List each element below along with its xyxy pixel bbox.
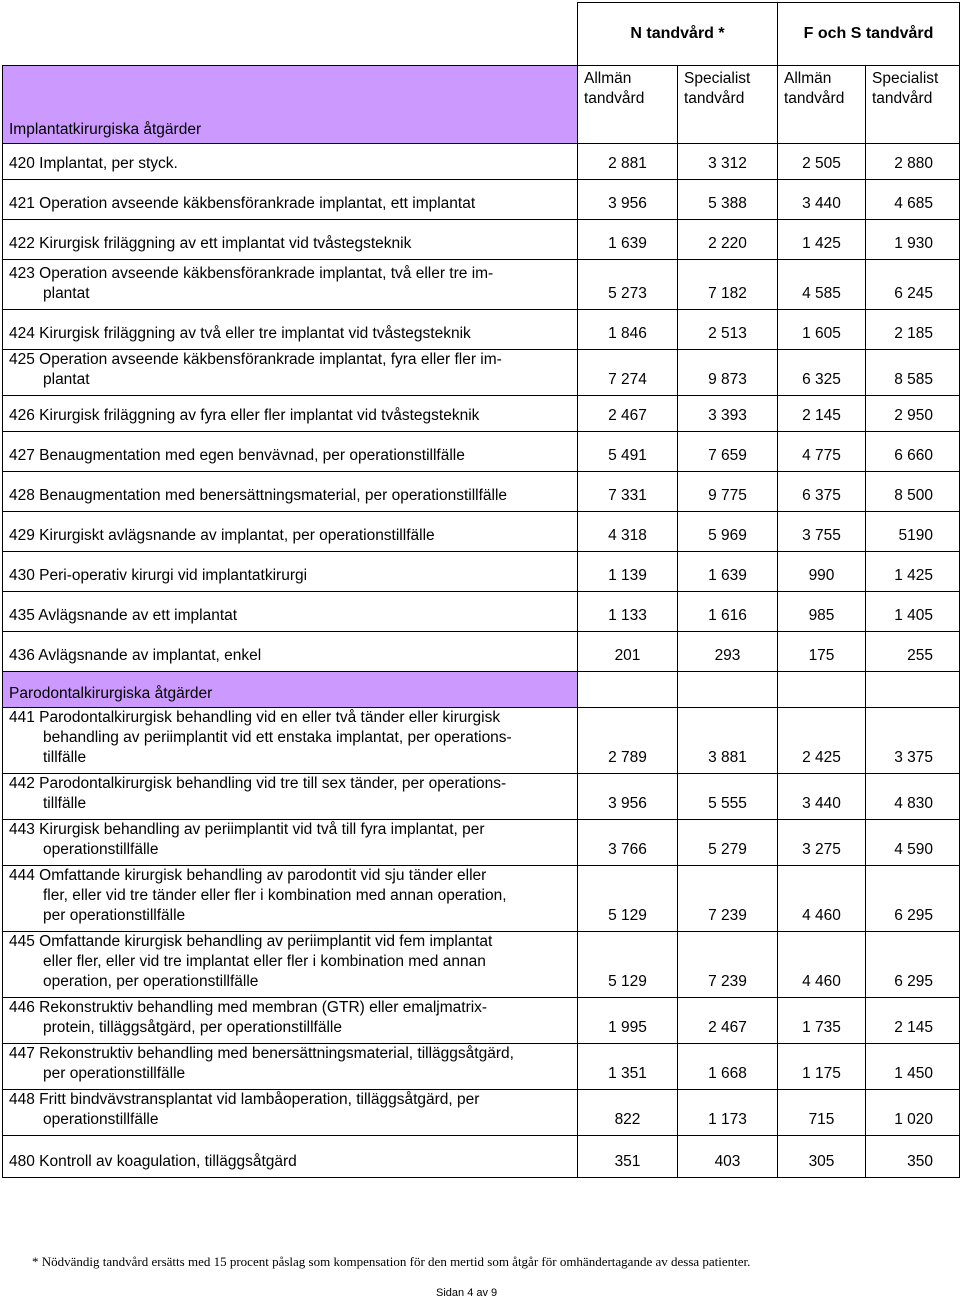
procedure-description	[3, 632, 578, 672]
table-row	[3, 1044, 960, 1090]
price-n-specialist: 5 279	[678, 820, 778, 866]
table-row	[3, 220, 960, 260]
price-fs-general: 1 605	[778, 310, 866, 350]
price-fs-general: 4 460	[778, 932, 866, 998]
price-fs-general: 6 325	[778, 350, 866, 396]
price-n-specialist: 7 239	[678, 932, 778, 998]
description-line: 435 Avlägsnande av ett implantat	[9, 607, 238, 624]
description-line: 427 Benaugmentation med egen benvävnad, per operationstillfälle	[9, 447, 465, 464]
price-fs-general: 3 275	[778, 820, 866, 866]
table-row	[3, 260, 960, 310]
description-line: 429 Kirurgiskt avlägsnande av implantat, per operationstillfälle	[9, 527, 435, 544]
price-n-specialist: 3 312	[678, 144, 778, 180]
procedure-description	[3, 820, 578, 866]
group-header-row	[3, 3, 960, 66]
procedure-description	[3, 866, 578, 932]
price-fs-general: 2 425	[778, 708, 866, 774]
price-fs-specialist: 6 295	[866, 932, 960, 998]
procedure-description	[3, 998, 578, 1044]
price-n-specialist: 9 873	[678, 350, 778, 396]
procedure-description	[3, 552, 578, 592]
description-line: 425 Operation avseende käkbensförankrade implantat, fyra eller fler im-	[9, 351, 502, 368]
procedure-description	[3, 932, 578, 998]
price-n-specialist: 7 239	[678, 866, 778, 932]
price-fs-general: 3 755	[778, 512, 866, 552]
table-row	[3, 1136, 960, 1178]
price-fs-specialist: 6 295	[866, 866, 960, 932]
group-header-n: N tandvård *	[578, 3, 778, 66]
procedure-description	[3, 592, 578, 632]
price-n-general: 2 881	[578, 144, 678, 180]
procedure-description	[3, 1044, 578, 1090]
table-row	[3, 932, 960, 998]
price-fs-general: 305	[778, 1136, 866, 1178]
description-line: operation, per operationstillfälle	[43, 973, 259, 990]
table-row	[3, 144, 960, 180]
procedure-description	[3, 144, 578, 180]
price-n-specialist: 1 668	[678, 1044, 778, 1090]
price-fs-general: 1 175	[778, 1044, 866, 1090]
description-line: 446 Rekonstruktiv behandling med membran (GTR) eller emaljmatrix-	[9, 999, 488, 1016]
procedure-description	[3, 774, 578, 820]
section-header-perio: Parodontalkirurgiska åtgärder	[3, 672, 578, 708]
description-line: 430 Peri-operativ kirurgi vid implantatkirurgi	[9, 567, 308, 584]
sub-header-fs-specialist: Specialist tandvård	[866, 66, 960, 144]
price-fs-specialist: 1 450	[866, 1044, 960, 1090]
price-fs-specialist: 3 375	[866, 708, 960, 774]
description-line: plantat	[43, 285, 90, 302]
price-n-specialist: 1 616	[678, 592, 778, 632]
price-fs-specialist: 1 405	[866, 592, 960, 632]
description-line: 421 Operation avseende käkbensförankrade implantat, ett implantat	[9, 195, 476, 212]
price-n-specialist: 5 555	[678, 774, 778, 820]
price-n-general: 201	[578, 632, 678, 672]
price-n-specialist: 9 775	[678, 472, 778, 512]
section-header-implant: Implantatkirurgiska åtgärder	[3, 66, 578, 144]
price-n-general: 3 956	[578, 774, 678, 820]
description-line: 424 Kirurgisk friläggning av två eller tre implantat vid tvåstegsteknik	[9, 325, 471, 342]
price-fs-specialist: 1 930	[866, 220, 960, 260]
price-fs-specialist: 4 590	[866, 820, 960, 866]
price-fs-general: 175	[778, 632, 866, 672]
procedure-description	[3, 310, 578, 350]
price-fs-specialist: 2 950	[866, 396, 960, 432]
sub-header-row	[3, 66, 960, 144]
sub-header-n-specialist: Specialist tandvård	[678, 66, 778, 144]
description-line: tillfälle	[43, 795, 87, 812]
price-fs-specialist: 350	[866, 1136, 960, 1178]
price-n-specialist: 7 182	[678, 260, 778, 310]
price-fs-specialist: 4 830	[866, 774, 960, 820]
description-line: fler, eller vid tre tänder eller fler i kombination med annan operation,	[43, 887, 507, 904]
price-n-general: 3 956	[578, 180, 678, 220]
table-row	[3, 998, 960, 1044]
price-fs-specialist: 5190	[866, 512, 960, 552]
description-line: 422 Kirurgisk friläggning av ett implantat vid tvåstegsteknik	[9, 235, 412, 252]
price-n-general: 7 274	[578, 350, 678, 396]
table-row	[3, 774, 960, 820]
table-row	[3, 350, 960, 396]
procedure-description	[3, 1090, 578, 1136]
price-n-general: 5 273	[578, 260, 678, 310]
price-n-specialist: 3 393	[678, 396, 778, 432]
price-fs-specialist: 2 880	[866, 144, 960, 180]
price-n-general: 5 129	[578, 932, 678, 998]
price-n-specialist: 403	[678, 1136, 778, 1178]
price-n-specialist: 2 220	[678, 220, 778, 260]
description-line: 423 Operation avseende käkbensförankrade implantat, två eller tre im-	[9, 265, 494, 282]
price-n-general: 1 139	[578, 552, 678, 592]
description-line: 441 Parodontalkirurgisk behandling vid en eller två tänder eller kirurgisk	[9, 709, 501, 726]
procedure-description	[3, 432, 578, 472]
price-n-general: 4 318	[578, 512, 678, 552]
sub-header-n-general: Allmän tandvård	[578, 66, 678, 144]
description-line: 436 Avlägsnande av implantat, enkel	[9, 647, 262, 664]
description-line: 420 Implantat, per styck.	[9, 155, 178, 172]
description-line: behandling av periimplantit vid ett enstaka implantat, per operations-	[43, 729, 512, 746]
price-n-specialist: 2 467	[678, 998, 778, 1044]
price-n-general: 2 789	[578, 708, 678, 774]
procedure-description	[3, 396, 578, 432]
price-n-general: 1 133	[578, 592, 678, 632]
procedure-description	[3, 350, 578, 396]
description-line: 480 Kontroll av koagulation, tilläggsåtgärd	[9, 1153, 297, 1170]
price-n-specialist: 3 881	[678, 708, 778, 774]
price-fs-general: 4 775	[778, 432, 866, 472]
table-row	[3, 820, 960, 866]
price-fs-general: 3 440	[778, 774, 866, 820]
procedure-description	[3, 260, 578, 310]
price-fs-general: 2 505	[778, 144, 866, 180]
page-number: Sidan 4 av 9	[436, 1287, 498, 1299]
price-n-general: 2 467	[578, 396, 678, 432]
price-n-general: 1 995	[578, 998, 678, 1044]
price-fs-specialist: 2 145	[866, 998, 960, 1044]
price-fs-general: 1 735	[778, 998, 866, 1044]
price-fs-general: 990	[778, 552, 866, 592]
price-fs-specialist: 255	[866, 632, 960, 672]
price-n-specialist: 5 969	[678, 512, 778, 552]
table-row	[3, 1090, 960, 1136]
price-n-general: 1 846	[578, 310, 678, 350]
table-row	[3, 180, 960, 220]
procedure-description	[3, 512, 578, 552]
footnote: * Nödvändig tandvård ersätts med 15 procent påslag som kompensation för den mertid som åtgår för omhändertagande av dessa patienter.	[32, 1254, 751, 1269]
table-row	[3, 512, 960, 552]
price-fs-general: 1 425	[778, 220, 866, 260]
description-line: 448 Fritt bindvävstransplantat vid lambåoperation, tilläggsåtgärd, per	[9, 1091, 480, 1108]
price-fs-general: 4 585	[778, 260, 866, 310]
price-fs-specialist: 2 185	[866, 310, 960, 350]
table-row	[3, 708, 960, 774]
sub-header-fs-general: Allmän tandvård	[778, 66, 866, 144]
price-fs-general: 6 375	[778, 472, 866, 512]
section-row	[3, 672, 960, 708]
table-row	[3, 432, 960, 472]
price-n-specialist: 1 173	[678, 1090, 778, 1136]
price-n-general: 1 351	[578, 1044, 678, 1090]
price-table	[2, 2, 959, 1178]
procedure-description	[3, 1136, 578, 1178]
price-n-general: 5 129	[578, 866, 678, 932]
price-fs-general: 715	[778, 1090, 866, 1136]
description-line: protein, tilläggsåtgärd, per operationstillfälle	[43, 1019, 342, 1036]
description-line: eller fler, eller vid tre implantat eller fler i kombination med annan	[43, 953, 486, 970]
price-n-general: 351	[578, 1136, 678, 1178]
table-row	[3, 396, 960, 432]
price-fs-general: 2 145	[778, 396, 866, 432]
description-line: 442 Parodontalkirurgisk behandling vid tre till sex tänder, per operations-	[9, 775, 507, 792]
price-fs-general: 985	[778, 592, 866, 632]
price-fs-specialist: 8 585	[866, 350, 960, 396]
description-line: per operationstillfälle	[43, 907, 186, 924]
description-line: tillfälle	[43, 749, 87, 766]
description-line: operationstillfälle	[43, 841, 159, 858]
price-fs-specialist: 6 245	[866, 260, 960, 310]
group-header-fs: F och S tandvård	[778, 3, 960, 66]
price-fs-specialist: 1 425	[866, 552, 960, 592]
table-row	[3, 592, 960, 632]
table-row	[3, 632, 960, 672]
description-line: 445 Omfattande kirurgisk behandling av periimplantit vid fem implantat	[9, 933, 493, 950]
price-n-specialist: 1 639	[678, 552, 778, 592]
description-line: 444 Omfattande kirurgisk behandling av parodontit vid sju tänder eller	[9, 867, 487, 884]
price-fs-specialist: 1 020	[866, 1090, 960, 1136]
description-line: 447 Rekonstruktiv behandling med benersättningsmaterial, tilläggsåtgärd,	[9, 1045, 514, 1062]
description-line: 443 Kirurgisk behandling av periimplantit vid två till fyra implantat, per	[9, 821, 485, 838]
price-fs-specialist: 8 500	[866, 472, 960, 512]
description-line: 428 Benaugmentation med benersättningsmaterial, per operationstillfälle	[9, 487, 508, 504]
price-fs-specialist: 4 685	[866, 180, 960, 220]
table-row	[3, 552, 960, 592]
table-row	[3, 472, 960, 512]
price-n-general: 5 491	[578, 432, 678, 472]
price-n-specialist: 293	[678, 632, 778, 672]
description-line: 426 Kirurgisk friläggning av fyra eller fler implantat vid tvåstegsteknik	[9, 407, 480, 424]
table-row	[3, 310, 960, 350]
description-line: plantat	[43, 371, 90, 388]
procedure-description	[3, 472, 578, 512]
price-n-general: 7 331	[578, 472, 678, 512]
table-row	[3, 866, 960, 932]
price-fs-general: 3 440	[778, 180, 866, 220]
price-n-general: 1 639	[578, 220, 678, 260]
procedure-description	[3, 220, 578, 260]
procedure-description	[3, 180, 578, 220]
procedure-description	[3, 708, 578, 774]
price-n-specialist: 5 388	[678, 180, 778, 220]
price-n-general: 822	[578, 1090, 678, 1136]
price-n-general: 3 766	[578, 820, 678, 866]
price-fs-general: 4 460	[778, 866, 866, 932]
description-line: per operationstillfälle	[43, 1065, 186, 1082]
price-fs-specialist: 6 660	[866, 432, 960, 472]
price-n-specialist: 2 513	[678, 310, 778, 350]
price-n-specialist: 7 659	[678, 432, 778, 472]
description-line: operationstillfälle	[43, 1111, 159, 1128]
